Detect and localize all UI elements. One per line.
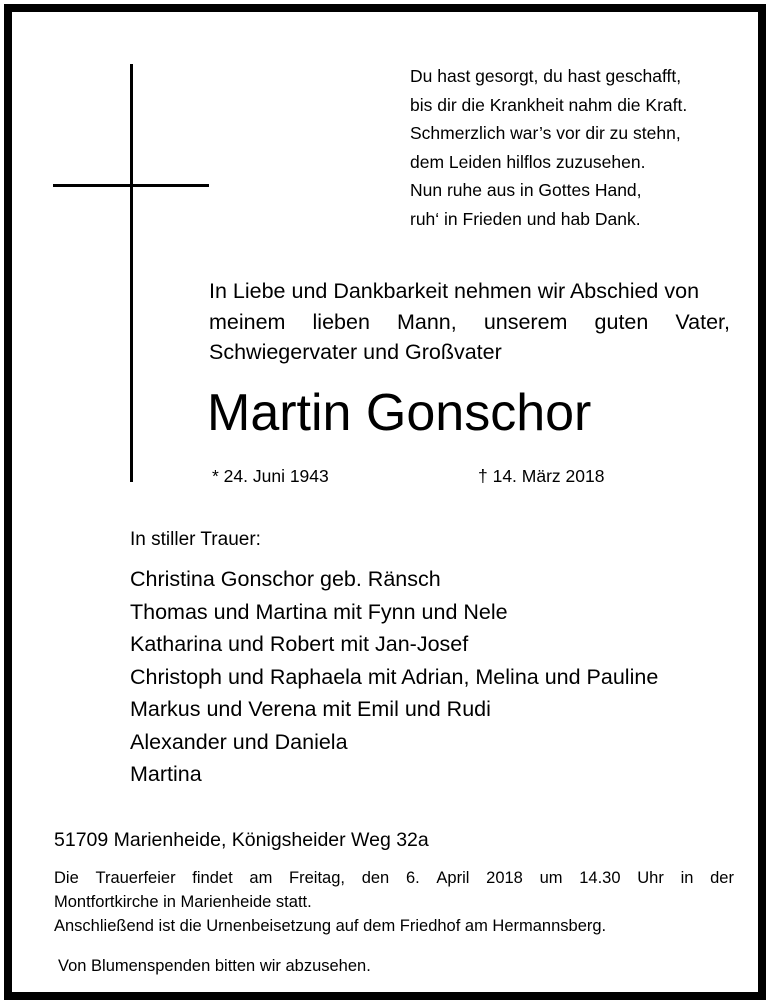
notice-word: 6. bbox=[405, 869, 420, 887]
birth-date: * 24. Juni 1943 bbox=[212, 466, 329, 486]
notice-word: April bbox=[436, 869, 470, 887]
list-item: Alexander und Daniela bbox=[130, 729, 348, 754]
list-item: Christoph und Raphaela mit Adrian, Melina und Pauline bbox=[130, 664, 659, 689]
notice-word: am bbox=[249, 869, 273, 887]
intro-word: meinem bbox=[209, 309, 286, 334]
notice-word: den bbox=[361, 869, 390, 887]
list-item: Markus und Verena mit Emil und Rudi bbox=[130, 697, 491, 721]
intro-word: Vater, bbox=[675, 309, 730, 334]
flowers-note: Von Blumenspenden bitten wir abzusehen. bbox=[58, 957, 371, 975]
intro-word: lieben bbox=[312, 309, 370, 334]
deceased-name: Martin Gonschor bbox=[207, 384, 592, 442]
list-item: Katharina und Robert mit Jan-Josef bbox=[130, 632, 469, 656]
intro-line: In Liebe und Dankbarkeit nehmen wir Abschied von bbox=[209, 279, 700, 303]
notice-word: in bbox=[680, 869, 694, 887]
intro-word: unserem bbox=[483, 309, 568, 334]
poem-line: bis dir die Krankheit nahm die Kraft. bbox=[410, 94, 688, 115]
poem-line: Schmerzlich war’s vor dir zu stehn, bbox=[410, 123, 681, 143]
intro-line: Schwiegervater und Großvater bbox=[209, 340, 502, 364]
notice-line-justified bbox=[54, 866, 734, 890]
notice-word: Freitag, bbox=[289, 869, 345, 887]
notice-line: Montfortkirche in Marienheide statt. bbox=[54, 893, 312, 911]
intro-word: Mann, bbox=[396, 309, 457, 334]
notice-word: der bbox=[710, 869, 734, 887]
farewell-intro bbox=[209, 276, 730, 368]
notice-word: 14.30 bbox=[579, 869, 621, 887]
list-item: Martina bbox=[130, 762, 202, 786]
cross-icon-horizontal bbox=[53, 184, 209, 187]
mourning-label: In stiller Trauer: bbox=[130, 529, 261, 550]
intro-line-justified bbox=[209, 307, 730, 338]
cross-icon-vertical bbox=[130, 64, 133, 482]
obituary-frame bbox=[4, 4, 766, 1000]
notice-word: Die bbox=[54, 869, 79, 887]
poem-line: Du hast gesorgt, du hast geschafft, bbox=[410, 66, 682, 86]
family-address: 51709 Marienheide, Königsheider Weg 32a bbox=[54, 829, 429, 851]
poem-line: Nun ruhe aus in Gottes Hand, bbox=[410, 180, 642, 200]
poem-line: dem Leiden hilflos zuzusehen. bbox=[410, 151, 646, 172]
notice-word: Trauerfeier bbox=[95, 869, 176, 887]
notice-line: Anschließend ist die Urnenbeisetzung auf dem Friedhof am Hermannsberg. bbox=[54, 917, 607, 935]
notice-word: um bbox=[539, 869, 563, 887]
mourners-list bbox=[130, 563, 658, 791]
list-item: Thomas und Martina mit Fynn und Nele bbox=[130, 599, 508, 624]
death-date: † 14. März 2018 bbox=[478, 466, 605, 486]
poem bbox=[410, 62, 740, 233]
notice-word: Uhr bbox=[637, 869, 664, 887]
poem-line: ruh‘ in Frieden und hab Dank. bbox=[410, 208, 641, 229]
funeral-notice bbox=[54, 866, 734, 938]
notice-word: findet bbox=[192, 869, 233, 887]
intro-word: guten bbox=[594, 309, 649, 334]
list-item: Christina Gonschor geb. Ränsch bbox=[130, 567, 441, 591]
notice-word: 2018 bbox=[486, 869, 523, 887]
